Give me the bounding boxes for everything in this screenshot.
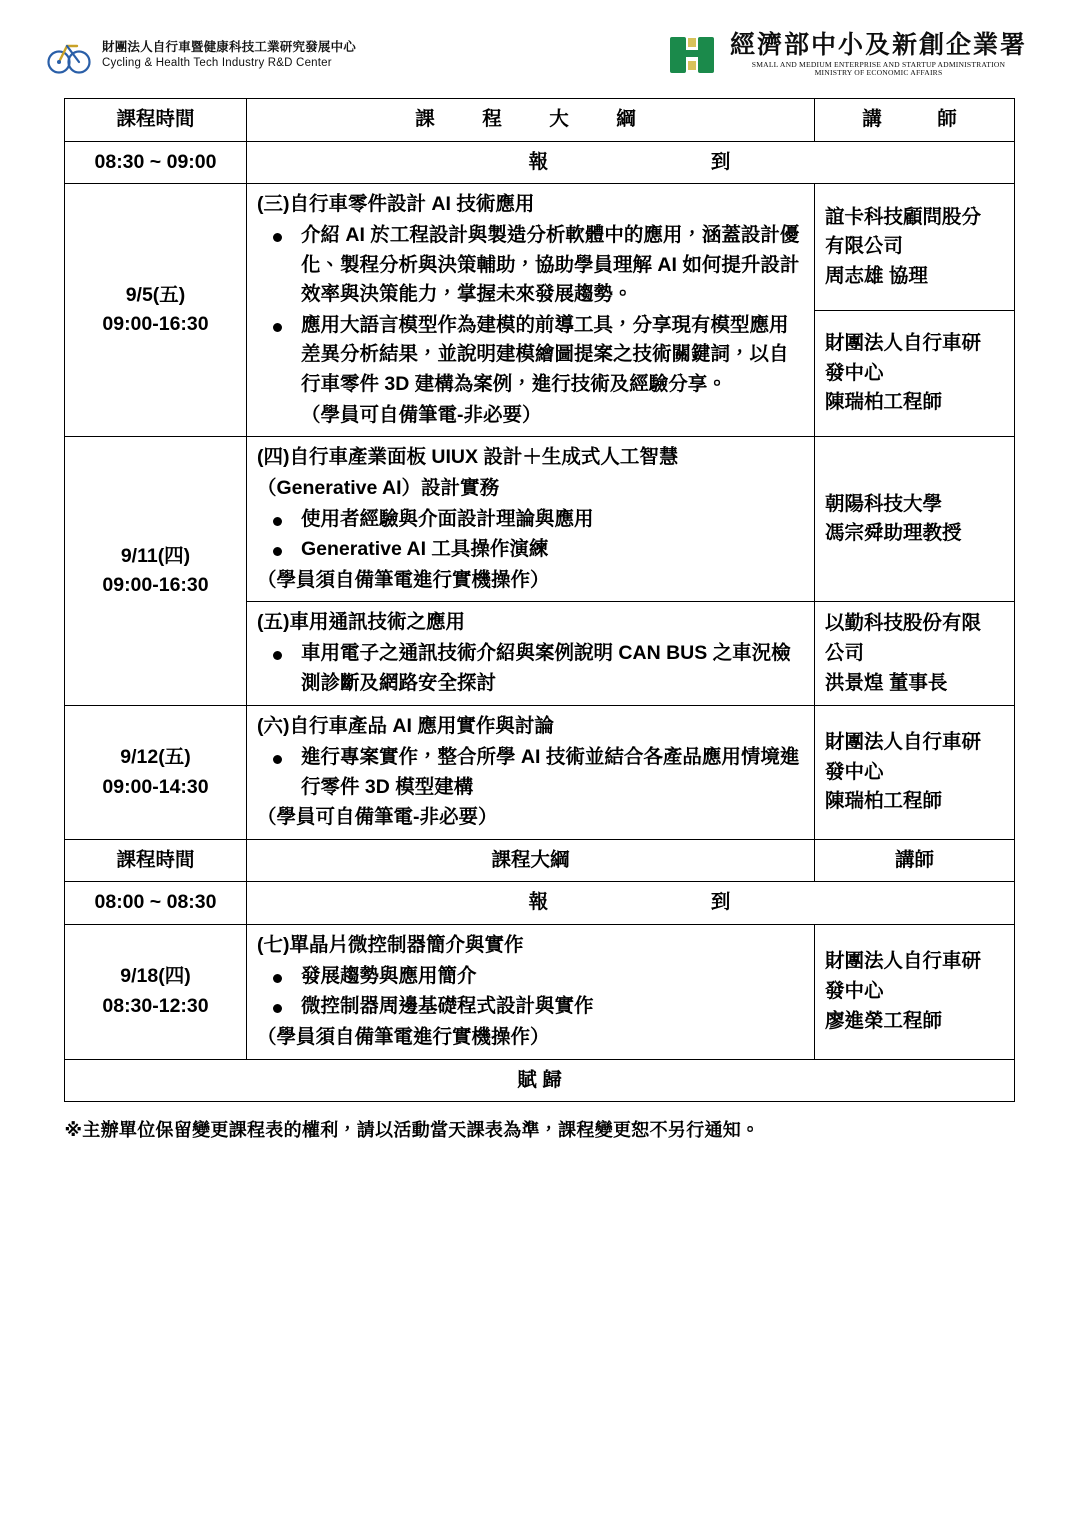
session-7-note: （學員須自備筆電進行實機操作）	[257, 1025, 550, 1048]
registration-1-time: 08:30 ~ 09:00	[65, 141, 247, 184]
session-5-title: (五)車用通訊技術之應用	[257, 611, 465, 634]
left-organization-name-cn: 財團法人自行車暨健康科技工業研究發展中心	[102, 40, 357, 54]
session-7-date: 9/18(四)	[120, 965, 191, 988]
table-row-closing	[65, 1059, 1015, 1102]
session-3-teacher-a	[815, 184, 1015, 311]
table-row-registration-1	[65, 141, 1015, 184]
session-6-teacher	[815, 706, 1015, 840]
right-organization-text	[730, 32, 1027, 78]
session-4-datetime	[65, 437, 247, 706]
session-3-date: 9/5(五)	[125, 283, 186, 306]
closing-label	[65, 1059, 1015, 1102]
session-3-datetime	[65, 184, 247, 437]
session-3-note: （學員可自備筆電-非必要）	[301, 403, 542, 426]
session-3-title: (三)自行車零件設計 AI 技術應用	[257, 193, 535, 216]
session-3-teacher-b-line1: 財團法人自行車研	[825, 332, 982, 355]
session-4-teacher	[815, 437, 1015, 602]
session-5-teacher-line2: 公司	[825, 642, 865, 664]
course-schedule-table	[64, 98, 1015, 1102]
session-6-time: 09:00-14:30	[102, 775, 209, 798]
session-7-time: 08:30-12:30	[102, 994, 209, 1017]
registration-2-time: 08:00 ~ 08:30	[65, 882, 247, 925]
session-6-teacher-line1: 財團法人自行車研	[825, 731, 982, 754]
column-header-outline: 課 程 大 綱	[247, 99, 815, 142]
session-3-teacher-a-line3: 周志雄 協理	[825, 264, 928, 287]
session-7-title: (七)單晶片微控制器簡介與實作	[257, 934, 524, 956]
table-row-session-7	[65, 925, 1015, 1060]
column-header-teacher-2: 講師	[815, 839, 1015, 882]
session-5-teacher	[815, 602, 1015, 706]
footnote-text: ※主辦單位保留變更課程表的權利，請以活動當天課表為準，課程變更恕不另行通知。	[64, 1120, 760, 1141]
session-3-time: 09:00-16:30	[102, 313, 209, 336]
session-4-bullets	[257, 505, 804, 565]
session-7-teacher	[815, 925, 1015, 1060]
session-3-teacher-b	[815, 310, 1015, 437]
session-3-bullet-1: 介紹 AI 於工程設計與製造分析軟體中的應用，涵蓋設計優化、製程分析與決策輔助，協助學員理解 AI 如何提升設計效率與決策能力，掌握未來發展趨勢。	[257, 221, 804, 310]
session-4-teacher-line2: 馮宗舜助理教授	[825, 522, 962, 545]
registration-1-label	[247, 141, 1015, 184]
session-6-outline	[247, 706, 815, 840]
left-organization-name-en: Cycling & Health Tech Industry R&D Center	[102, 56, 332, 69]
registration-2-label-b: 到	[710, 891, 733, 914]
table-row-session-3	[65, 184, 1015, 311]
session-4-time: 09:00-16:30	[102, 574, 209, 597]
session-4-bullet-1: 使用者經驗與介面設計理論與應用	[257, 505, 804, 535]
table-row-session-4	[65, 437, 1015, 602]
session-3-teacher-a-line1: 誼卡科技顧問股分	[825, 205, 982, 228]
session-7-bullets	[257, 962, 804, 1022]
session-6-date: 9/12(五)	[120, 745, 191, 768]
session-6-bullet-1: 進行專案實作，整合所學 AI 技術並結合各產品應用情境進行零件 3D 模型建構	[257, 743, 804, 802]
closing-label-a: 賦	[517, 1068, 537, 1091]
session-3-teacher-a-line2: 有限公司	[825, 235, 904, 258]
closing-label-b: 歸	[542, 1068, 562, 1091]
right-organization-name-en-line2: MINISTRY OF ECONOMIC AFFAIRS	[814, 68, 943, 78]
session-7-outline	[247, 925, 815, 1060]
session-4-title-line1: (四)自行車產業面板 UIUX 設計＋生成式人工智慧	[257, 446, 679, 469]
session-7-bullet-2: 微控制器周邊基礎程式設計與實作	[257, 992, 804, 1022]
session-6-bullets	[257, 743, 804, 802]
session-6-title: (六)自行車產品 AI 應用實作與討論	[257, 715, 554, 738]
session-3-bullet-2: 應用大語言模型作為建模的前導工具，分享現有模型應用差異分析結果，並說明建模繪圖提案之技術關鍵詞，以自行車零件 3D 建構為案例，進行技術及經驗分享。	[257, 311, 804, 400]
right-organization-name-en-line1: SMALL AND MEDIUM ENTERPRISE AND STARTUP ADMINISTRATION	[751, 59, 1006, 69]
right-organization-brand	[666, 32, 1027, 78]
column-header-time-2: 課程時間	[65, 839, 247, 882]
session-5-teacher-line1: 以勤科技股份有限	[825, 612, 982, 635]
session-7-teacher-line2: 發中心	[825, 979, 884, 1002]
column-header-outline-2: 課程大綱	[247, 839, 815, 882]
session-5-bullets	[257, 639, 804, 698]
registration-1-label-b: 到	[710, 150, 733, 173]
session-6-teacher-line3: 陳瑞柏工程師	[825, 790, 943, 813]
session-3-outline	[247, 184, 815, 437]
moea-sme-logo-icon	[666, 33, 718, 77]
table-row-session-6	[65, 706, 1015, 840]
table-row-registration-2	[65, 882, 1015, 925]
session-7-teacher-line1: 財團法人自行車研	[825, 950, 982, 973]
session-4-bullet-2: Generative AI 工具操作演練	[257, 535, 804, 565]
session-3-teacher-b-line2: 發中心	[825, 361, 884, 384]
session-6-teacher-line2: 發中心	[825, 760, 884, 783]
registration-2-label-a: 報	[528, 891, 551, 914]
registration-2-label	[247, 882, 1015, 925]
table-header-row	[65, 99, 1015, 142]
session-7-bullet-1: 發展趨勢與應用簡介	[257, 962, 804, 992]
session-4-date: 9/11(四)	[120, 544, 191, 567]
session-4-teacher-line1: 朝陽科技大學	[825, 492, 943, 515]
column-header-time: 課程時間	[65, 99, 247, 142]
left-organization-brand	[46, 32, 356, 78]
left-organization-text	[102, 40, 356, 70]
column-header-teacher: 講 師	[815, 99, 1015, 142]
session-7-datetime	[65, 925, 247, 1060]
session-3-bullets	[257, 221, 804, 400]
session-6-datetime	[65, 706, 247, 840]
cycling-health-tech-logo-icon	[46, 32, 92, 78]
registration-1-label-a: 報	[528, 150, 551, 173]
session-7-teacher-line3: 廖進榮工程師	[825, 1009, 943, 1032]
session-5-bullet-1: 車用電子之通訊技術介紹與案例說明 CAN BUS 之車況檢測診斷及網路安全探討	[257, 639, 804, 698]
session-4-note: （學員須自備筆電進行實機操作）	[257, 568, 550, 591]
session-3-teacher-b-line3: 陳瑞柏工程師	[825, 391, 943, 414]
right-organization-name-cn: 經濟部中小及新創企業署	[729, 31, 1027, 59]
table-header-row-2	[65, 839, 1015, 882]
session-5-outline	[247, 602, 815, 706]
session-4-title-line2: （Generative AI）設計實務	[257, 476, 499, 499]
session-6-note: （學員可自備筆電-非必要）	[257, 806, 498, 829]
document-header	[46, 24, 1033, 86]
session-5-teacher-line3: 洪景煌 董事長	[825, 671, 948, 694]
session-4-outline	[247, 437, 815, 602]
